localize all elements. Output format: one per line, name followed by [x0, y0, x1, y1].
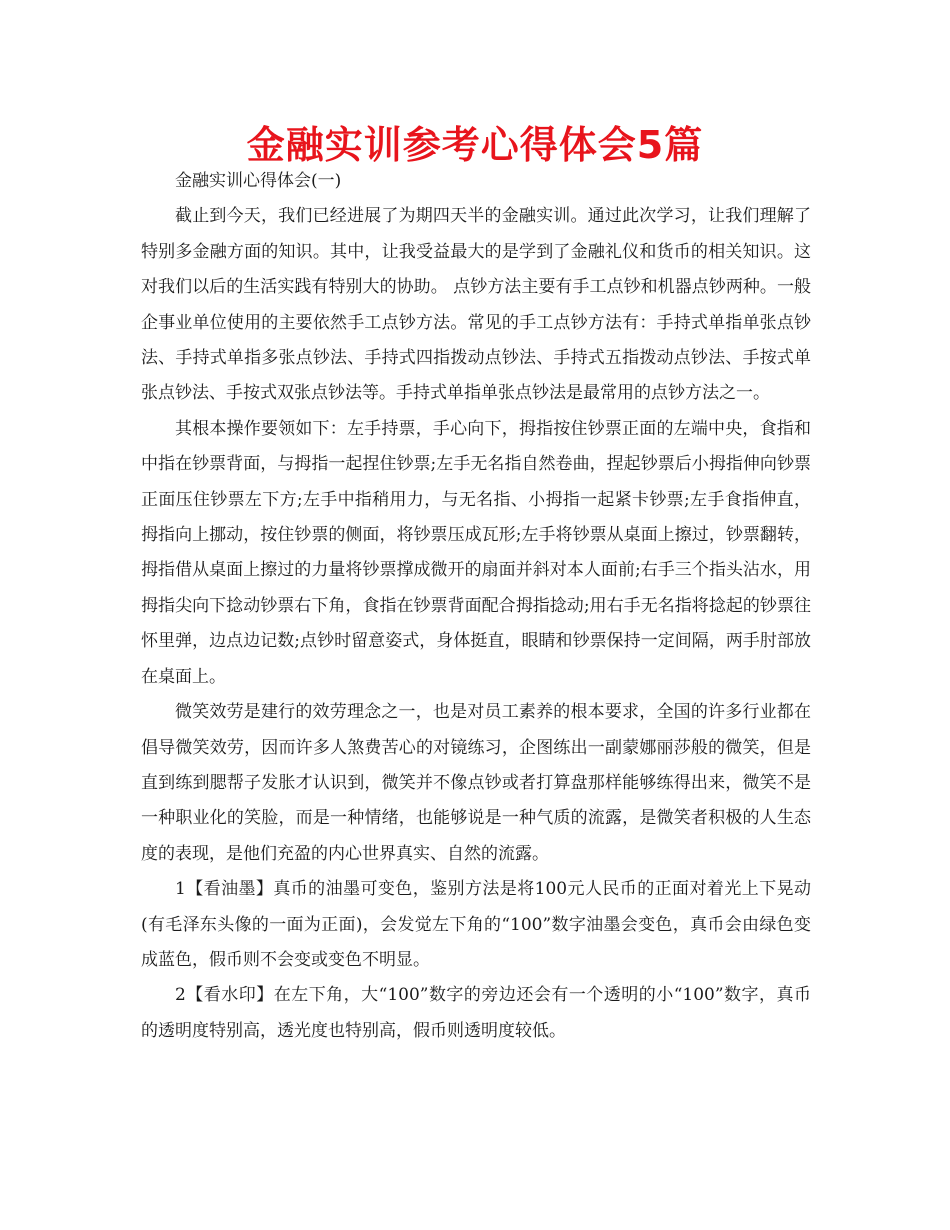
section-heading: 金融实训心得体会(一) — [175, 171, 342, 191]
paragraph-check-ink: 1【看油墨】真币的油墨可变色，鉴别方法是将100元人民币的正面对着光上下晃动(有毛泽东头像的一面为正面)，会发觉左下角的“100”数字油墨会变色，真币会由绿色变成蓝色，假币则不会变或变色不明显。 — [141, 879, 811, 970]
paragraph-smile-service: 微笑效劳是建行的效劳理念之一，也是对员工素养的根本要求，全国的许多行业都在倡导微笑效劳，因而许多人煞费苦心的对镜练习，企图练出一副蒙娜丽莎般的微笑，但是直到练到腮帮子发胀才认识到，微笑并不像点钞或者打算盘那样能够练得出来，微笑不是一种职业化的笑脸，而是一种情绪，也能够说是一种气质的流露，是微笑者积极的人生态度的表现，是他们充盈的内心世界真实、自然的流露。 — [141, 702, 811, 864]
document-title: 金融实训参考心得体会5篇 — [246, 123, 704, 167]
paragraph-intro: 截止到今天，我们已经进展了为期四天半的金融实训。通过此次学习，让我们理解了特别多金融方面的知识。其中，让我受益最大的是学到了金融礼仪和货币的相关知识。这对我们以后的生活实践有特别大的协助。 点钞方法主要有手工点钞和机器点钞两种。一般企事业单位使用的主要依然手工点钞方法。常见的手工点钞方法有：手持式单指单张点钞法、手持式单指多张点钞法、手持式四指拨动点钞法、手持式五指拨动点钞法、手按式单张点钞法、手按式双张点钞法等。手持式单指单张点钞法是最常用的点钞方法之一。 — [141, 206, 811, 404]
paragraph-operation: 其根本操作要领如下：左手持票，手心向下，拇指按住钞票正面的左端中央，食指和中指在钞票背面，与拇指一起捏住钞票;左手无名指自然卷曲，捏起钞票后小拇指伸向钞票正面压住钞票左下方;左手中指稍用力，与无名指、小拇指一起紧卡钞票;左手食指伸直，拇指向上挪动，按住钞票的侧面，将钞票压成瓦形;左手将钞票从桌面上擦过，钞票翻转，拇指借从桌面上擦过的力量将钞票撑成微开的扇面并斜对本人面前;右手三个指头沾水，用拇指尖向下捻动钞票右下角，食指在钞票背面配合拇指捻动;用右手无名指将捻起的钞票往怀里弹，边点边记数;点钞时留意姿式，身体挺直，眼睛和钞票保持一定间隔，两手肘部放在桌面上。 — [141, 418, 811, 687]
paragraph-check-watermark: 2【看水印】在左下角，大“100”数字的旁边还会有一个透明的小“100”数字，真币的透明度特别高，透光度也特别高，假币则透明度较低。 — [141, 985, 811, 1041]
document-body — [141, 164, 811, 1049]
